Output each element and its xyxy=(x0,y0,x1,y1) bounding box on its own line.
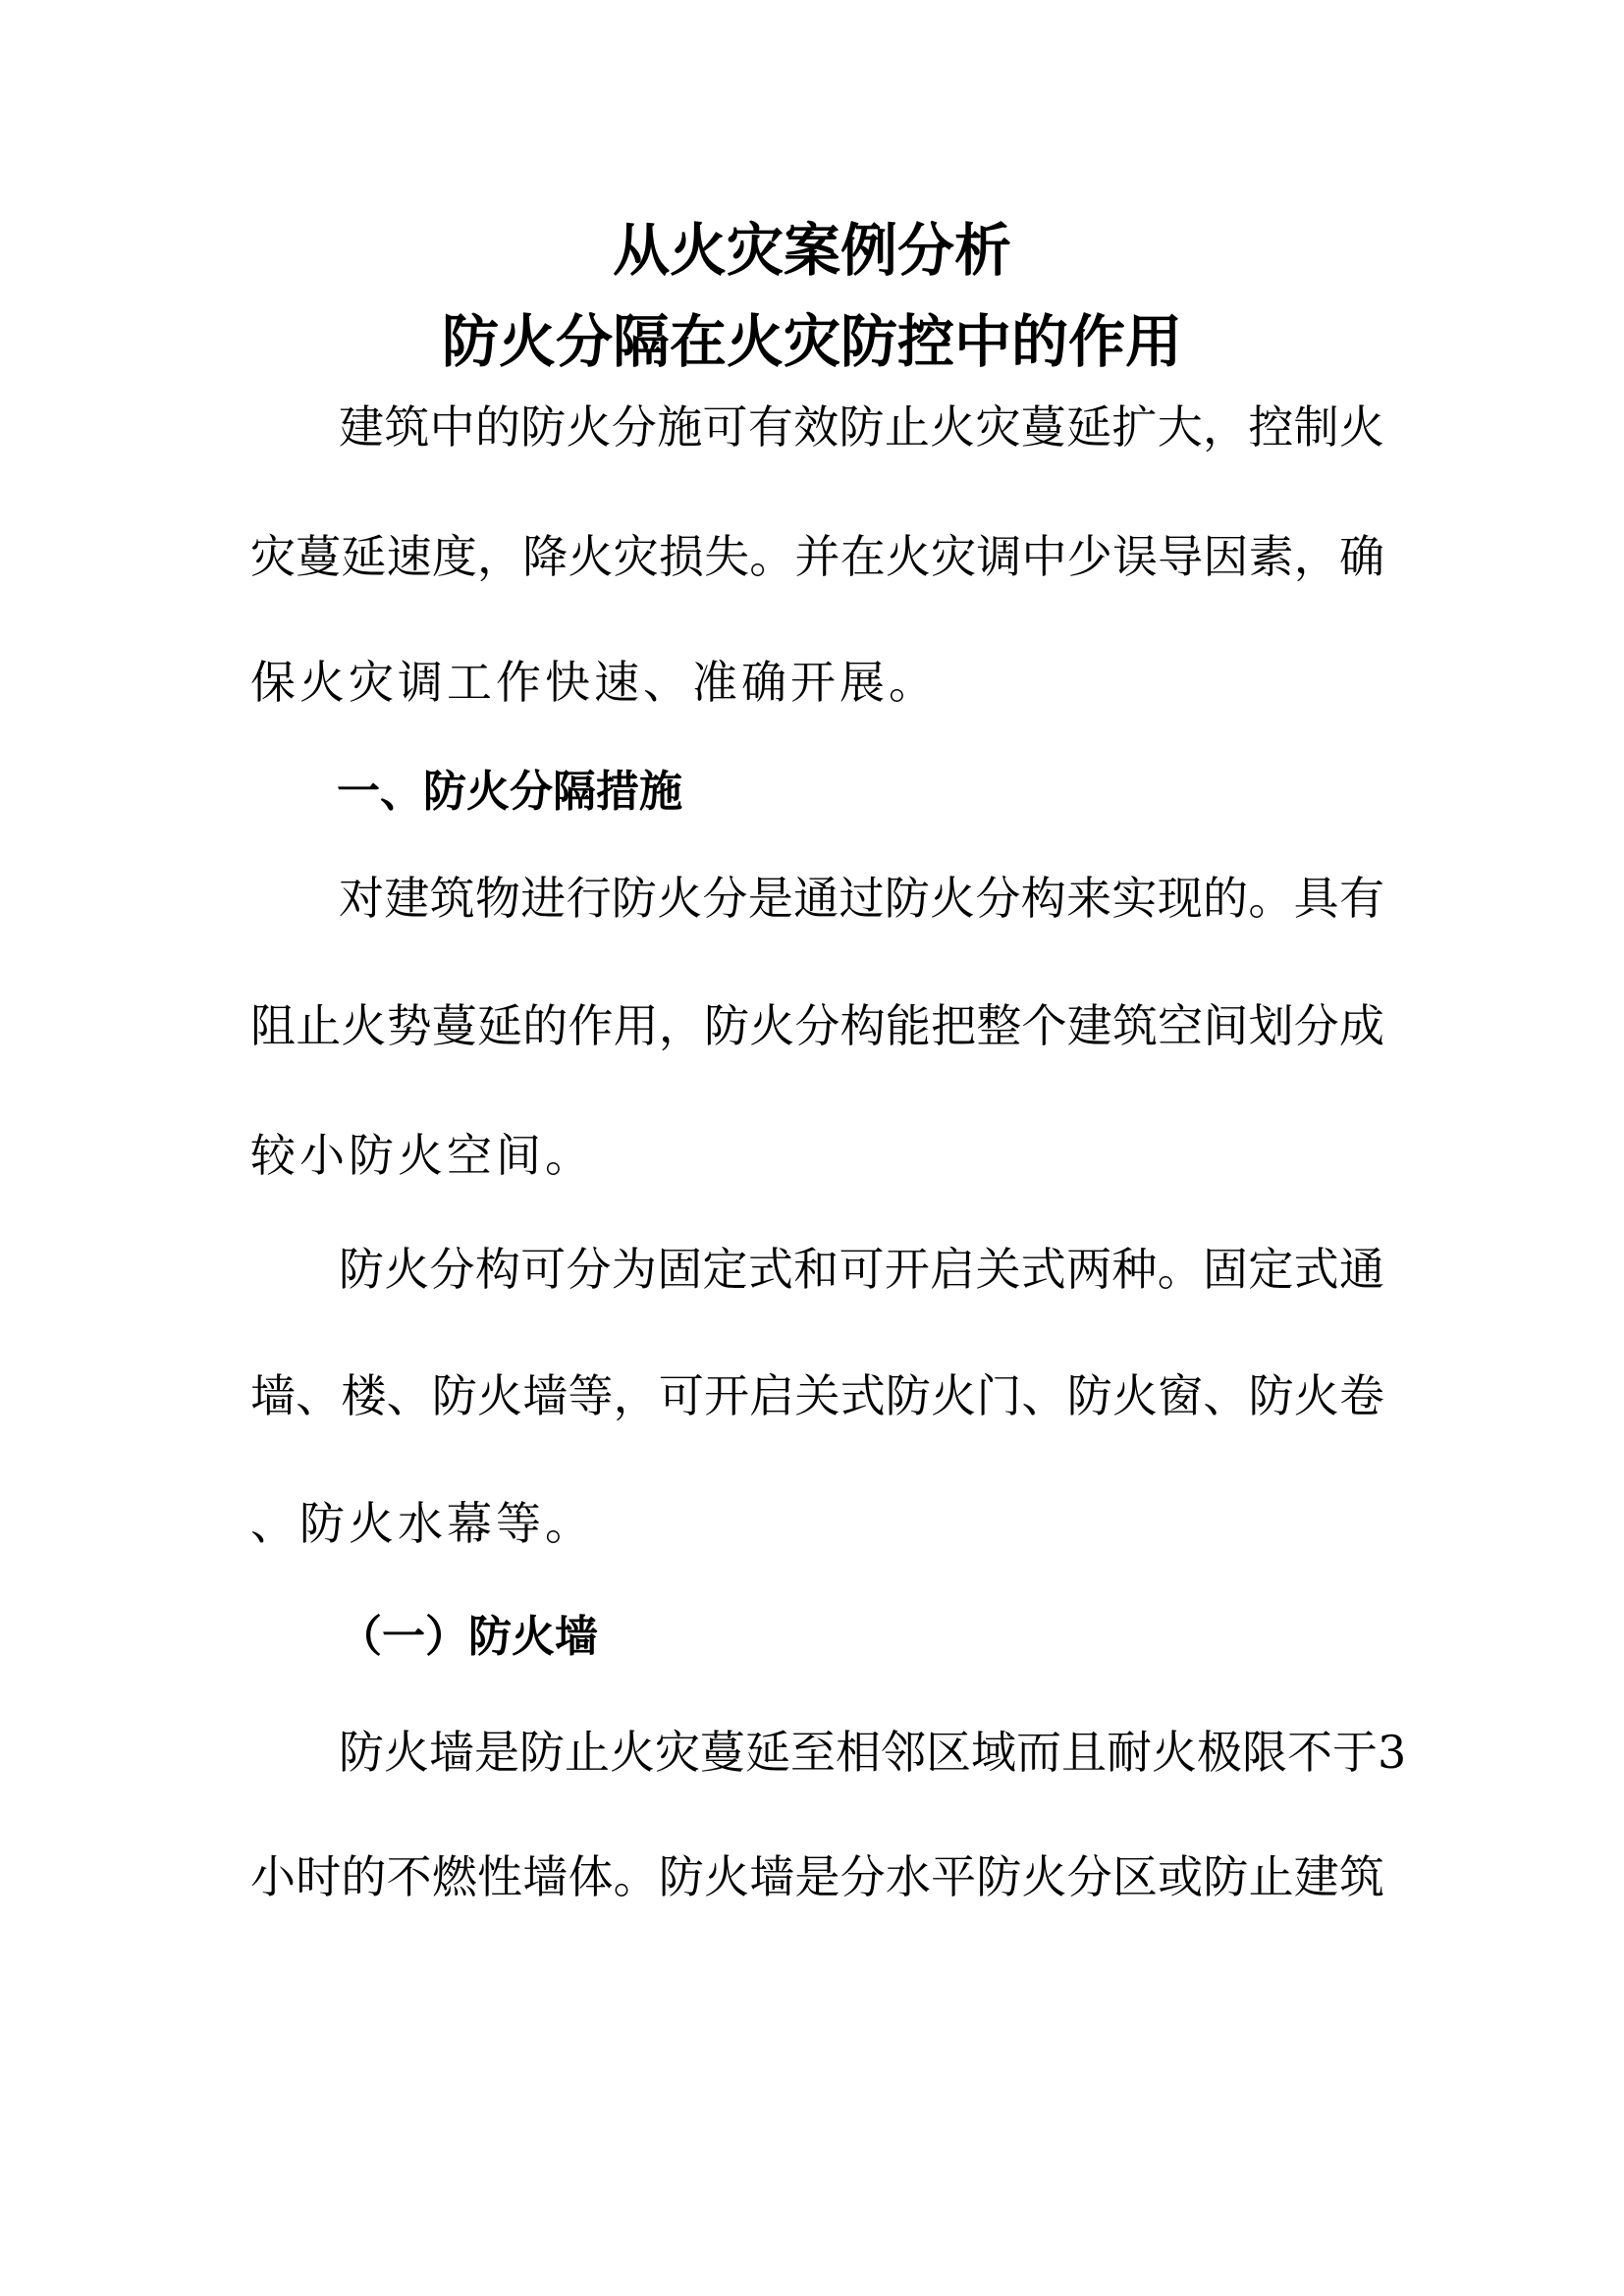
paragraph-line: 较小防火空间。 xyxy=(250,1129,594,1182)
paragraph-line: 阻止火势蔓延的作用，防火分构能把整个建筑空间划分成 xyxy=(250,999,1384,1052)
document-title-line-2: 防火分隔在火灾防控中的作用 xyxy=(441,308,1182,375)
paragraph-line: 保火灾调工作快速、准确开展。 xyxy=(250,656,938,709)
paragraph-line: 建筑中的防火分施可有效防止火灾蔓延扩大，控制火 xyxy=(339,400,1384,454)
subsection-heading: （一）防火墙 xyxy=(339,1612,598,1662)
paragraph-line: 防火墙是防止火灾蔓延至相邻区域而且耐火极限不于3 xyxy=(339,1726,1407,1779)
paragraph-line: 墙、楼、防火墙等，可开启关式防火门、防火窗、防火卷 xyxy=(250,1369,1384,1422)
paragraph-line: 对建筑物进行防火分是通过防火分构来实现的。具有 xyxy=(339,872,1384,925)
paragraph-line: 、防火水幕等。 xyxy=(250,1497,594,1550)
document-title-line-1: 从火灾案例分析 xyxy=(612,217,1011,284)
paragraph-line: 防火分构可分为固定式和可开启关式两种。固定式通 xyxy=(339,1243,1384,1296)
paragraph-line: 小时的不燃性墙体。防火墙是分水平防火分区或防止建筑 xyxy=(250,1850,1384,1903)
section-heading: 一、防火分隔措施 xyxy=(337,767,682,817)
paragraph-line: 灾蔓延速度，降火灾损失。并在火灾调中少误导因素，确 xyxy=(250,530,1384,583)
